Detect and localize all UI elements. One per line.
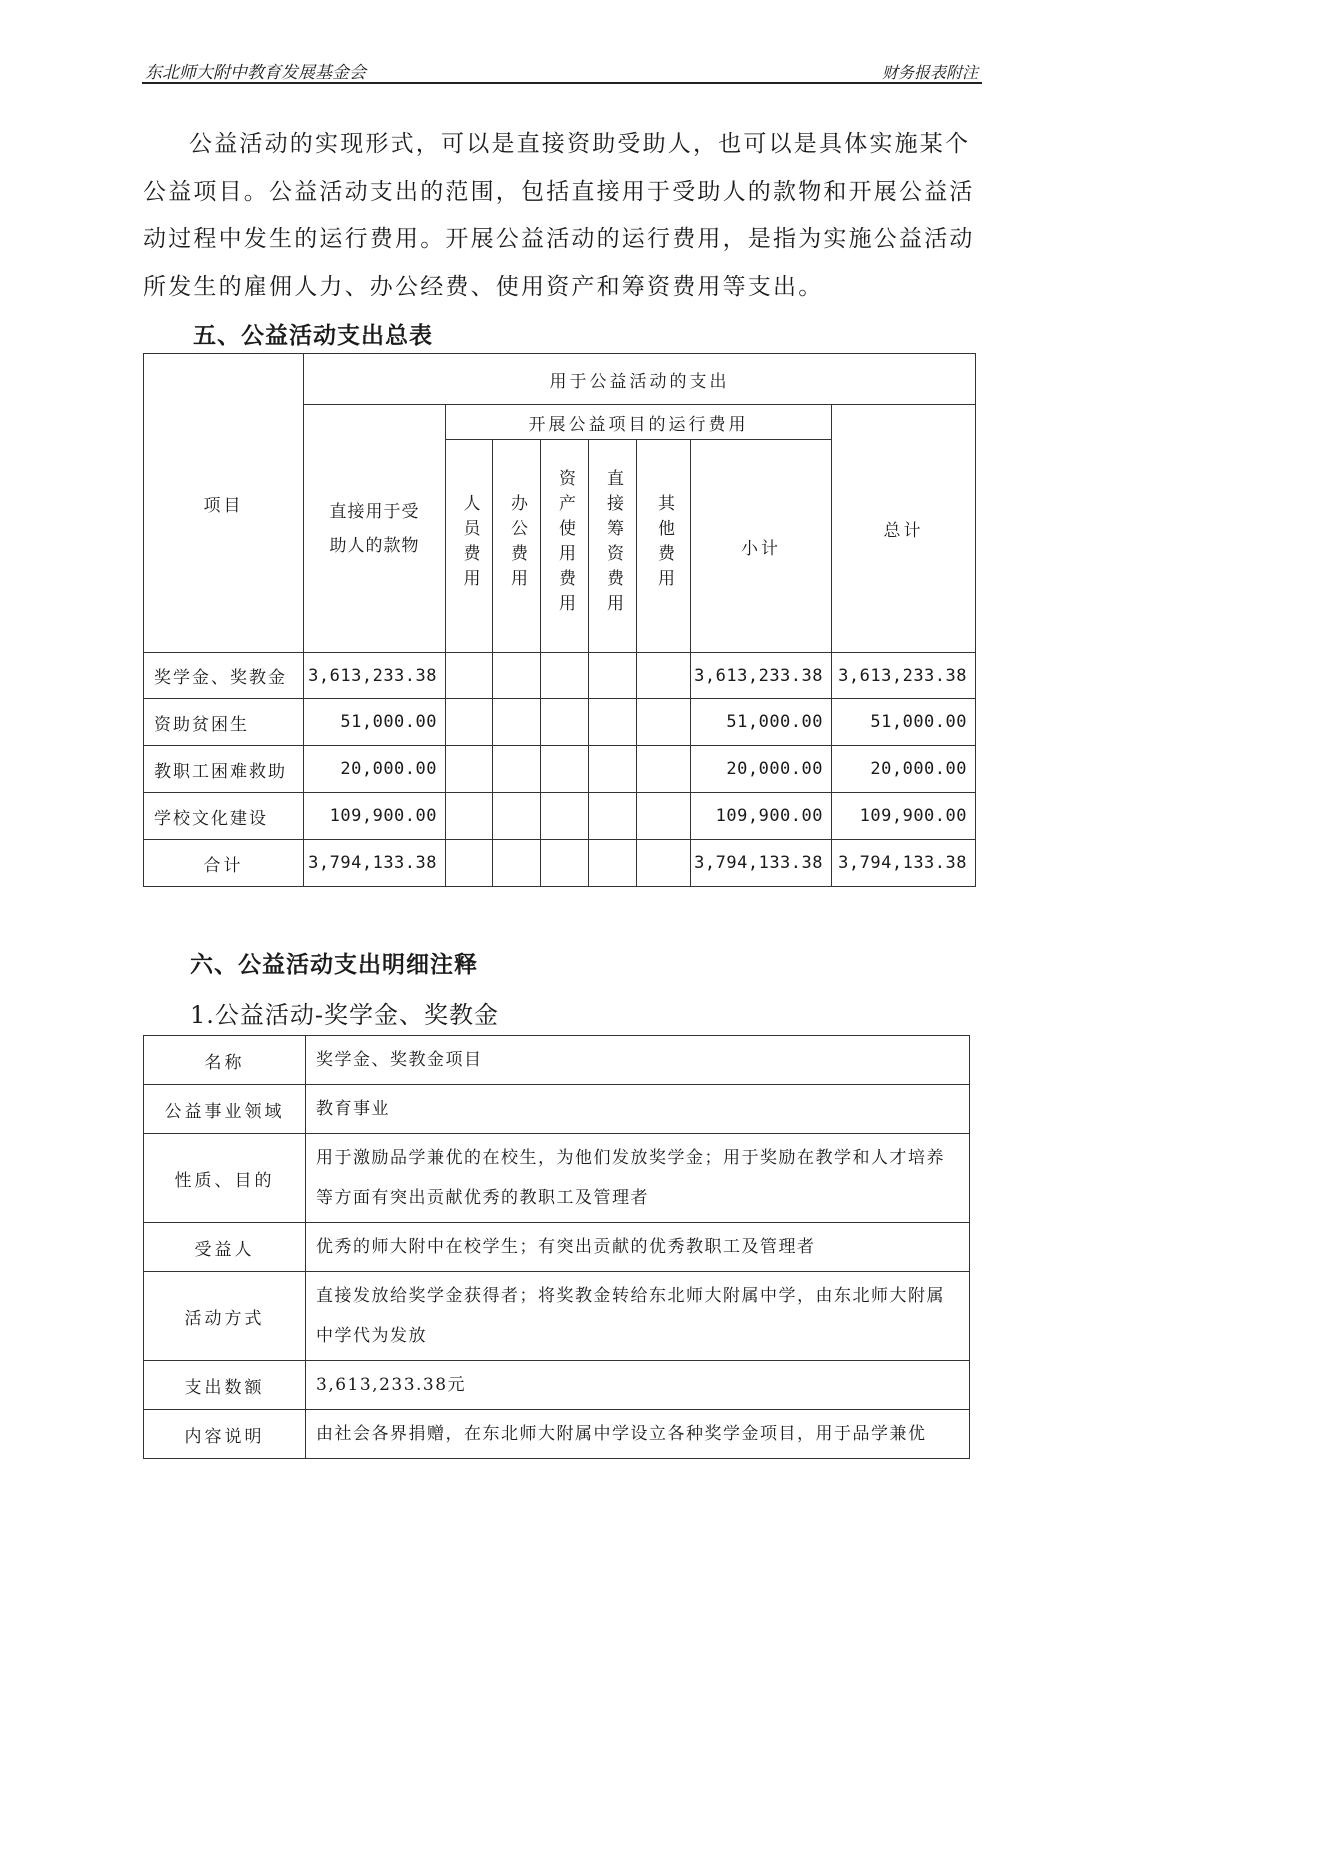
empty-cell	[637, 699, 691, 746]
empty-cell	[589, 793, 637, 840]
empty-cell	[541, 653, 589, 699]
row-direct: 20,000.00	[304, 746, 446, 793]
header-rule	[142, 82, 982, 84]
detail-key: 支出数额	[144, 1361, 306, 1410]
table-row-total	[144, 840, 976, 887]
empty-cell	[493, 793, 541, 840]
row-direct: 3,613,233.38	[304, 653, 446, 699]
empty-cell	[446, 699, 493, 746]
header-other-cell	[637, 440, 691, 653]
detail-key: 公益事业领域	[144, 1085, 306, 1134]
header-fundraising: 直接筹资费用	[603, 468, 623, 619]
detail-value: 优秀的师大附中在校学生；有突出贡献的优秀教职工及管理者	[306, 1223, 970, 1272]
header-item: 项目	[144, 354, 304, 653]
section6-subtitle: 1.公益活动-奖学金、奖教金	[190, 1001, 500, 1029]
empty-cell	[541, 746, 589, 793]
section5-title: 五、公益活动支出总表	[193, 322, 433, 349]
header-asset: 资产使用费用	[555, 468, 575, 619]
row-subtotal: 3,613,233.38	[691, 653, 832, 699]
header-org: 东北师大附中教育发展基金会	[145, 63, 366, 83]
detail-value: 奖学金、奖教金项目	[306, 1036, 970, 1085]
row-direct: 3,794,133.38	[304, 840, 446, 887]
header-direct	[304, 405, 446, 653]
row-total: 109,900.00	[832, 793, 976, 840]
row-label: 资助贫困生	[144, 699, 304, 746]
row-subtotal: 3,794,133.38	[691, 840, 832, 887]
row-total: 51,000.00	[832, 699, 976, 746]
header-direct-line2: 助人的款物	[329, 535, 420, 556]
detail-value: 教育事业	[306, 1085, 970, 1134]
row-subtotal: 109,900.00	[691, 793, 832, 840]
row-total: 3,613,233.38	[832, 653, 976, 699]
detail-row	[144, 1085, 970, 1134]
intro-rest: 个公益项目。公益活动支出的范围，包括直接用于受助人的款物和开展公益活动过程中发生的运行费用。开展公益活动的运行费用，是指为实施公益活动所发生的雇佣人力、办公经费、使用资产和筹资费用等支出。	[143, 131, 975, 300]
section6-title: 六、公益活动支出明细注释	[190, 951, 478, 978]
detail-row	[144, 1134, 970, 1223]
detail-row	[144, 1223, 970, 1272]
header-direct-line1: 直接用于受	[329, 501, 420, 522]
empty-cell	[589, 840, 637, 887]
header-doc-title: 财务报表附注	[881, 63, 978, 82]
detail-key: 性质、目的	[144, 1134, 306, 1223]
empty-cell	[637, 840, 691, 887]
empty-cell	[637, 793, 691, 840]
activity-detail-table	[143, 1035, 970, 1459]
detail-value: 用于激励品学兼优的在校生，为他们发放奖学金；用于奖励在教学和人才培养等方面有突出贡献优秀的教职工及管理者	[306, 1134, 970, 1223]
header-running: 开展公益项目的运行费用	[446, 405, 832, 440]
empty-cell	[446, 653, 493, 699]
row-label: 奖学金、奖教金	[144, 653, 304, 699]
empty-cell	[493, 699, 541, 746]
row-total: 3,794,133.38	[832, 840, 976, 887]
row-subtotal: 20,000.00	[691, 746, 832, 793]
empty-cell	[541, 840, 589, 887]
empty-cell	[589, 699, 637, 746]
detail-row	[144, 1410, 970, 1459]
row-label: 合计	[144, 840, 304, 887]
row-subtotal: 51,000.00	[691, 699, 832, 746]
detail-value: 3,613,233.38元	[306, 1361, 970, 1410]
detail-row	[144, 1272, 970, 1361]
empty-cell	[493, 746, 541, 793]
detail-row	[144, 1361, 970, 1410]
row-direct: 109,900.00	[304, 793, 446, 840]
empty-cell	[446, 840, 493, 887]
header-asset-cell	[541, 440, 589, 653]
header-subtotal: 小计	[691, 440, 832, 653]
empty-cell	[493, 840, 541, 887]
empty-cell	[446, 793, 493, 840]
header-office-cell	[493, 440, 541, 653]
detail-key: 名称	[144, 1036, 306, 1085]
table-row	[144, 793, 976, 840]
intro-paragraph	[143, 121, 985, 311]
table-row	[144, 746, 976, 793]
expense-summary-table	[143, 353, 976, 887]
detail-value: 直接发放给奖学金获得者；将奖教金转给东北师大附属中学，由东北师大附属中学代为发放	[306, 1272, 970, 1361]
empty-cell	[637, 653, 691, 699]
empty-cell	[541, 793, 589, 840]
empty-cell	[589, 746, 637, 793]
table-row	[144, 699, 976, 746]
empty-cell	[589, 653, 637, 699]
detail-value: 由社会各界捐赠，在东北师大附属中学设立各种奖学金项目，用于品学兼优	[306, 1410, 970, 1459]
intro-first-line: 公益活动的实现形式，可以是直接资助受助人，也可以是具体实施某	[189, 131, 945, 157]
detail-key: 受益人	[144, 1223, 306, 1272]
header-personnel-cell	[446, 440, 493, 653]
table-row	[144, 653, 976, 699]
row-direct: 51,000.00	[304, 699, 446, 746]
header-other: 其他费用	[654, 493, 674, 594]
detail-key: 活动方式	[144, 1272, 306, 1361]
header-group: 用于公益活动的支出	[304, 354, 976, 405]
row-label: 学校文化建设	[144, 793, 304, 840]
detail-key: 内容说明	[144, 1410, 306, 1459]
row-label: 教职工困难救助	[144, 746, 304, 793]
header-fundraising-cell	[589, 440, 637, 653]
empty-cell	[446, 746, 493, 793]
header-office: 办公费用	[507, 493, 527, 594]
detail-row	[144, 1036, 970, 1085]
header-total: 总计	[832, 405, 976, 653]
header-personnel: 人员费用	[459, 493, 480, 594]
empty-cell	[493, 653, 541, 699]
row-total: 20,000.00	[832, 746, 976, 793]
empty-cell	[541, 699, 589, 746]
empty-cell	[637, 746, 691, 793]
